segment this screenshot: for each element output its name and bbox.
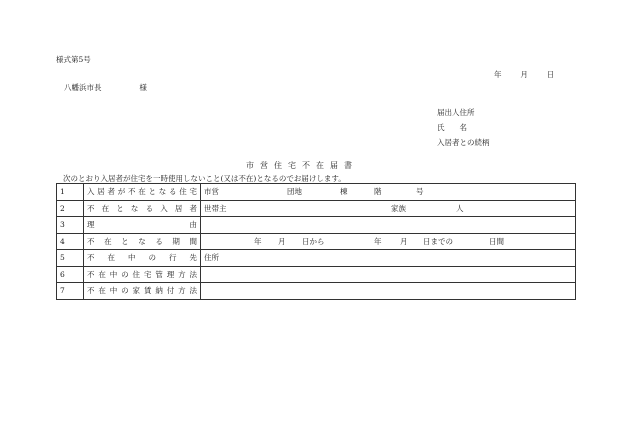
row-number: 2 <box>57 200 84 217</box>
table-row <box>57 266 576 283</box>
field-label: 市営 <box>204 187 219 196</box>
field-label: 住所 <box>204 253 219 262</box>
addressee <box>64 84 147 92</box>
row-item-label: 不在中の行先 <box>84 250 201 267</box>
row-item-label: 理由 <box>84 217 201 234</box>
date-day-label: 日 <box>546 70 555 79</box>
field-label: 年 <box>254 236 262 246</box>
field-label: 世帯主 <box>204 203 227 213</box>
table-row <box>57 200 576 217</box>
field-label: 日から <box>302 236 325 246</box>
row-number: 4 <box>57 233 84 250</box>
field-label: 棟 <box>340 187 348 196</box>
field-label: 月 <box>400 236 408 246</box>
row-detail-field[interactable] <box>201 217 576 234</box>
row-item-label: 不在中の住宅管理方法 <box>84 266 201 283</box>
notifier-relation-label: 入居者との続柄 <box>437 138 490 147</box>
table-row <box>57 217 576 234</box>
row-detail-field[interactable] <box>201 200 576 217</box>
row-item-label: 不在となる入居者 <box>84 200 201 217</box>
row-detail-field[interactable] <box>201 250 576 267</box>
row-item-label: 不在中の家賃納付方法 <box>84 283 201 300</box>
field-label: 階 <box>374 187 382 196</box>
row-number: 1 <box>57 184 84 201</box>
form-number: 様式第5号 <box>56 55 91 64</box>
field-label: 日間 <box>489 236 504 246</box>
field-label: 号 <box>416 187 424 196</box>
field-label: 年 <box>374 236 382 246</box>
notifier-address-label: 届出人住所 <box>437 108 475 117</box>
row-detail-field[interactable] <box>201 266 576 283</box>
row-number: 5 <box>57 250 84 267</box>
document-title: 市営住宅不在届書 <box>246 161 358 170</box>
row-detail-field[interactable] <box>201 184 576 201</box>
table-row <box>57 250 576 267</box>
notifier-block <box>437 109 490 154</box>
addressee-name: 八幡浜市長 <box>64 83 102 92</box>
date-line <box>494 71 554 79</box>
field-label: 日までの <box>423 236 453 246</box>
table-row <box>57 233 576 250</box>
row-item-label: 入居者が不在となる住宅 <box>84 184 201 201</box>
field-label: 人 <box>456 203 464 213</box>
field-label: 家族 <box>391 203 406 213</box>
date-month-label: 月 <box>520 70 528 79</box>
field-label: 団地 <box>287 187 302 196</box>
row-number: 6 <box>57 266 84 283</box>
intro-text: 次のとおり入居者が住宅を一時使用しないこと(又は不在)となるのでお届けします。 <box>63 174 346 183</box>
field-label: 月 <box>278 236 286 246</box>
row-detail-field[interactable] <box>201 283 576 300</box>
row-number: 7 <box>57 283 84 300</box>
notice-table <box>56 183 576 300</box>
row-item-label: 不在となる期間 <box>84 233 201 250</box>
addressee-honorific: 様 <box>139 83 147 92</box>
row-number: 3 <box>57 217 84 234</box>
row-detail-field[interactable] <box>201 233 576 250</box>
date-year-label: 年 <box>494 70 502 79</box>
table-row <box>57 184 576 201</box>
table-row <box>57 283 576 300</box>
notifier-name-label: 氏 名 <box>437 123 467 132</box>
